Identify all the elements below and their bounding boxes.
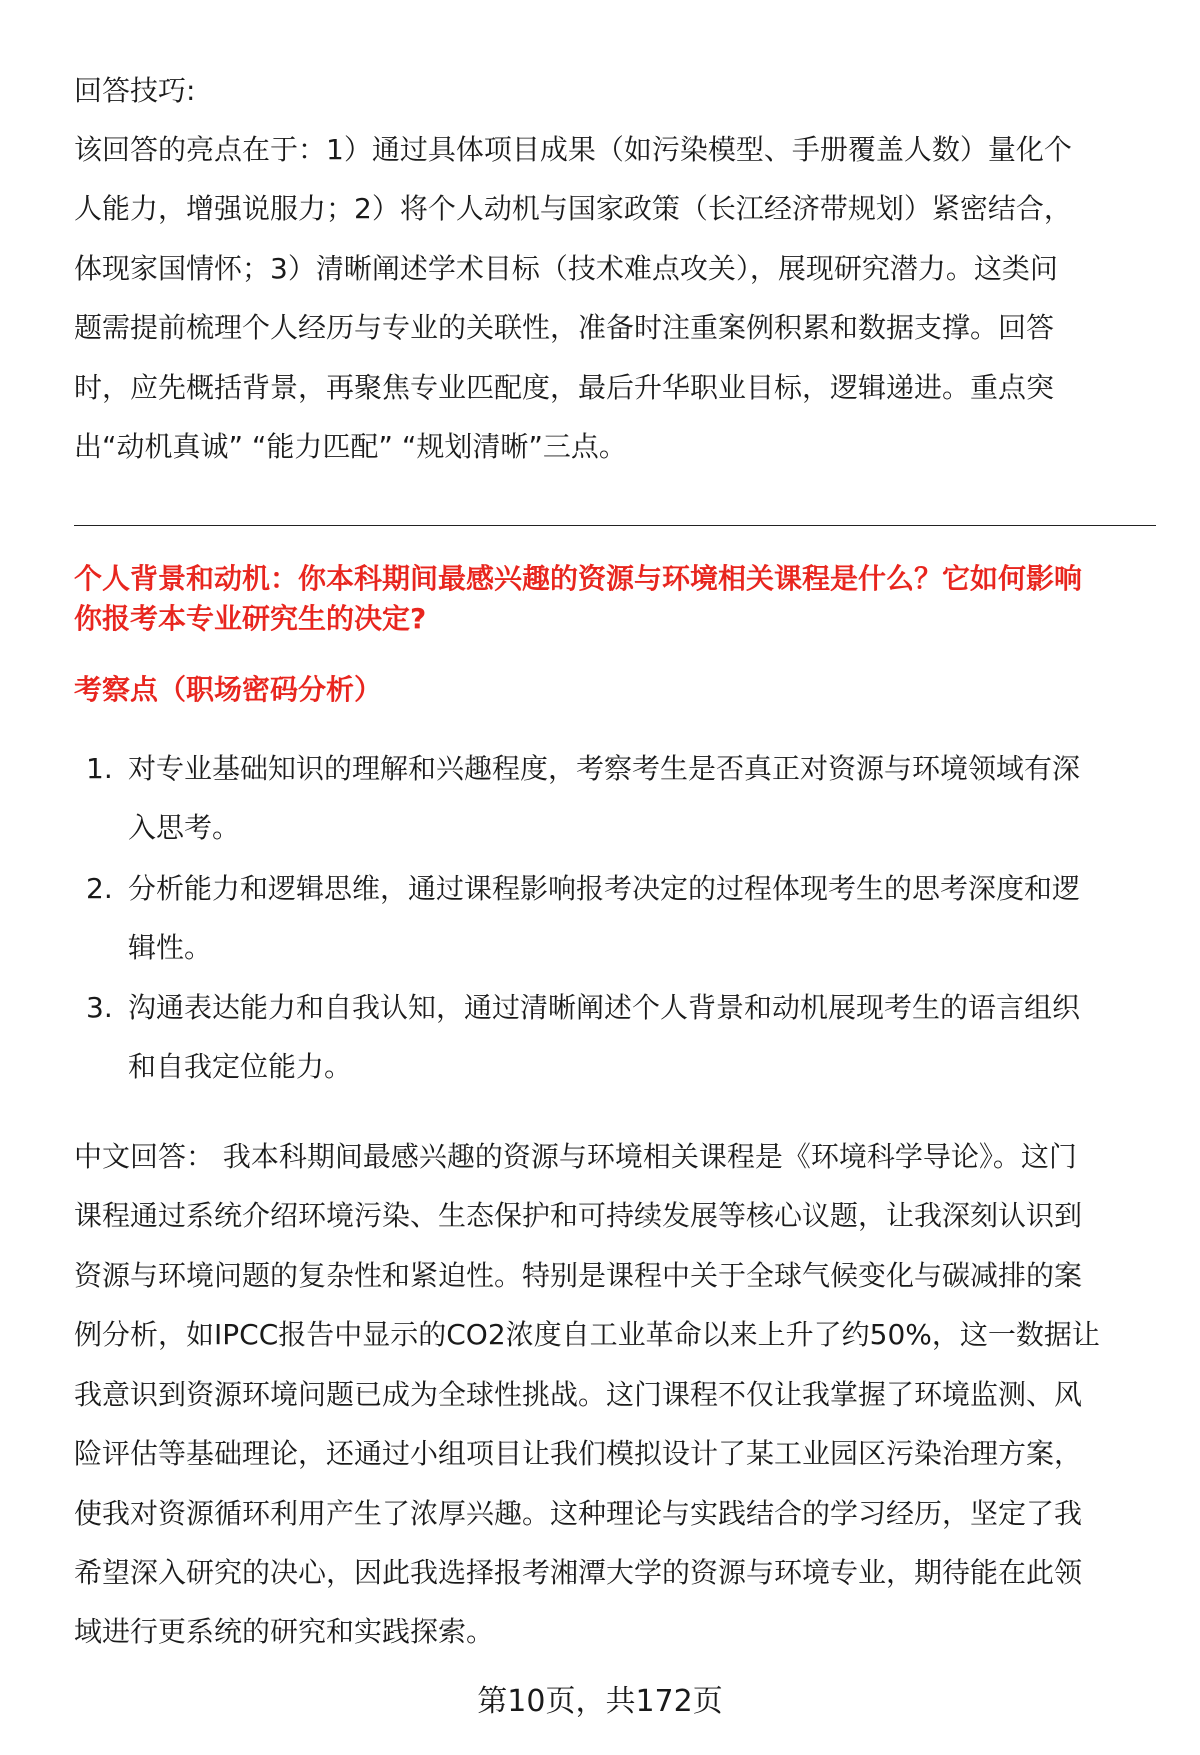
tips-label: 回答技巧: — [74, 74, 196, 107]
page-number: 第10页，共172页 — [477, 1684, 723, 1719]
divider — [74, 525, 1156, 526]
list-item: 1. 对专业基础知识的理解和兴趣程度，考察考生是否真正对资源与环境领域有深 — [86, 752, 1081, 785]
list-item: 2. 分析能力和逻辑思维，通过课程影响报考决定的过程体现考生的思考深度和逻 — [86, 872, 1081, 905]
list-item: 3. 沟通表达能力和自我认知，通过清晰阐述个人背景和动机展现考生的语言组织 — [86, 991, 1081, 1024]
focus-title: 考察点（职场密码分析） — [74, 673, 383, 706]
